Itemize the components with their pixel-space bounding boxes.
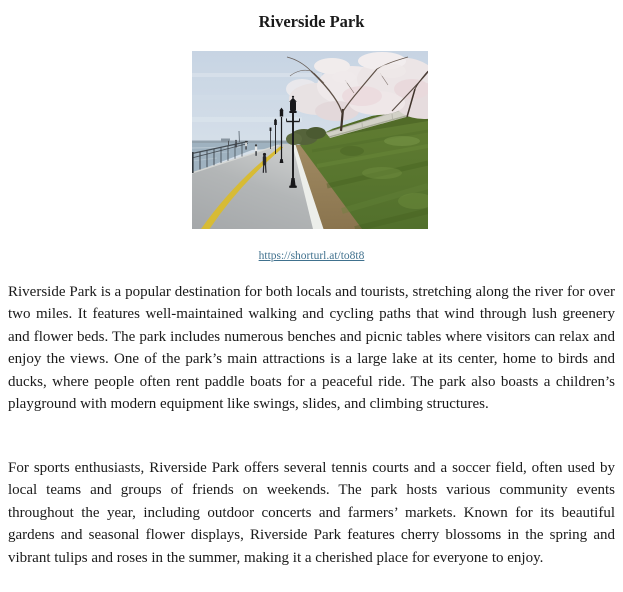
photo-caption bbox=[0, 250, 623, 262]
paragraph-2: For sports enthusiasts, Riverside Park offers several tennis courts and a soccer field, often used by local teams and groups of friends on weekends. The park hosts various community events throughout the year, including outdoor concerts and farmers’ markets. Known for its beautiful gardens and seasonal flower displays, Riverside Park features cherry blossoms in the spring and vibrant tulips and roses in the summer, making it a cherished place for everyone to enjoy. bbox=[8, 460, 615, 566]
paragraph-1: Riverside Park is a popular destination for both locals and tourists, stretching along the river for over two miles. It features well-maintained walking and cycling paths that wind through lush greenery and flower beds. The park includes numerous benches and picnic tables where visitors can relax and enjoy the views. One of the park’s main attractions is a large lake at its center, home to birds and ducks, where people often rent paddle boats for a peaceful ride. The park also boasts a children’s playground with modern equipment like swings, slides, and climbing structures. bbox=[8, 284, 615, 413]
page-title: Riverside Park bbox=[258, 12, 365, 31]
photo-source-link[interactable]: https://shorturl.at/to8t8 bbox=[258, 250, 365, 262]
park-photo bbox=[192, 51, 428, 229]
park-photo-illustration bbox=[192, 51, 428, 229]
